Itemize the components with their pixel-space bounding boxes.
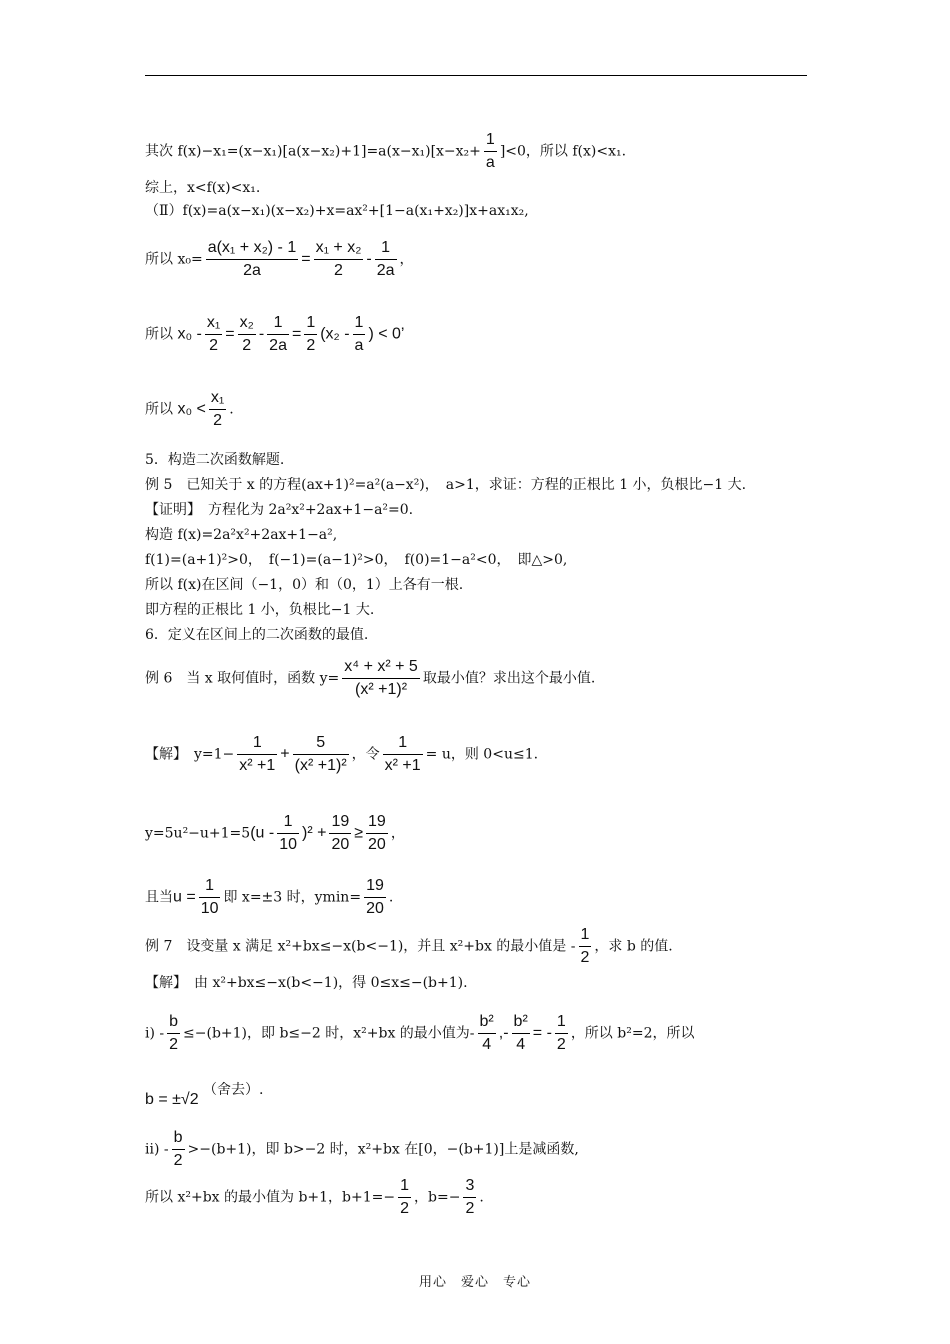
text-line — [145, 130, 626, 173]
fraction: $\frac{19}{20}$ — [331, 813, 350, 853]
fraction: $\frac{\text{a(x₁ + x₂) - 1}}{2a}$ — [207, 239, 297, 279]
fraction: $\frac{1}{\text{x² +1}}$ — [384, 734, 421, 774]
fraction: $\frac{\text{x₁ + x₂}}{2}$ — [315, 239, 362, 279]
fraction: $\frac{1}{a}$ — [485, 131, 495, 171]
fraction: $\frac{b}{2}$ — [169, 1013, 179, 1053]
equation-line: 所以 x₀ < $\frac{\text{x₁}}{2}$ . — [145, 389, 234, 429]
text: ]<0，所以 f(x)<x₁. — [499, 143, 627, 160]
fraction: $\frac{\text{x₁}}{2}$ — [206, 314, 221, 354]
text-line: 即方程的正根比 1 小，负根比−1 大. — [145, 602, 375, 618]
fraction: $\frac{\text{x₂}}{2}$ — [239, 314, 254, 354]
equation-line: 所以 x₀ - $\frac{\text{x₁}}{2}$ = $\frac{\text{x₂}}{2}$ - $\frac{1}{2a}$ = $\frac{1}{2}$ (x₂ - $\frac{1}{a}$ ) < 0’ — [145, 314, 405, 354]
fraction: $\frac{1}{2a}$ — [376, 239, 395, 279]
equation-line: ⅰ) - $\frac{b}{2}$ ≤−(b+1)，即 b≤−2 时，x²+bx 的最小值为- $\frac{\text{b²}}{4}$ ,- $\frac{\text{b²}}{4}$ = - $\frac{1}{2}$ ，所以 b²=2，所以 — [145, 1013, 695, 1053]
text: 所以 x₀= — [145, 251, 203, 268]
text-line: 例 5 已知关于 x 的方程(ax+1)²=a²(a−x²)， a>1，求证：方程的正根比 1 小，负根比−1 大. — [145, 477, 747, 493]
fraction: $\frac{\text{x₁}}{2}$ — [210, 389, 225, 429]
equation-line: 【解】 y=1− $\frac{1}{\text{x² +1}}$ + $\frac{5}{\text{(x² +1)²}}$ ，令 $\frac{1}{\text{x² +1}}$ = u，则 0<u≤1. — [145, 734, 539, 774]
text: 所以 — [145, 326, 173, 343]
fraction: $\frac{b}{2}$ — [173, 1129, 183, 1169]
equation-line: y=5u²−u+1=5(u - $\frac{1}{10}$ )² + $\frac{19}{20}$ ≥ $\frac{19}{20}$ ， — [145, 813, 405, 853]
text: （Ⅱ）f(x)=a(x−x₁)(x−x₂)+x=ax²+[1−a(x₁+x₂)]x+ax₁x₂, — [145, 203, 529, 219]
fraction: $\frac{\text{b²}}{4}$ — [513, 1013, 528, 1053]
text-line: f(1)=(a+1)²>0， f(−1)=(a−1)²>0， f(0)=1−a²<0， 即△>0, — [145, 552, 568, 568]
text-line: 【解】 由 x²+bx≤−x(b<−1)，得 0≤x≤−(b+1). — [145, 975, 468, 991]
text: 所以 — [145, 401, 173, 418]
equation-line: 例 6 当 x 取何值时，函数 y= $\frac{\text{x⁴ + x² + 5}}{\text{(x² +1)²}}$ 取最小值？求出这个最小值. — [145, 658, 596, 698]
fraction: $\frac{5}{\text{(x² +1)²}}$ — [294, 734, 347, 774]
fraction: $\frac{1}{2}$ — [580, 926, 590, 966]
fraction: $\frac{1}{2}$ — [400, 1177, 410, 1217]
text: 其次 f(x)−x₁=(x−x₁)[a(x−x₂)+1]=a(x−x₁)[x−x₂+ — [145, 143, 481, 160]
equation-line: 例 7 设变量 x 满足 x²+bx≤−x(b<−1)，并且 x²+bx 的最小值是 - $\frac{1}{2}$ ，求 b 的值. — [145, 926, 673, 966]
header-rule — [145, 75, 807, 76]
fraction: $\frac{1}{a}$ — [354, 314, 364, 354]
section-heading: 6．定义在区间上的二次函数的最值. — [145, 627, 369, 643]
text-line — [145, 178, 260, 198]
fraction: $\frac{1}{10}$ — [200, 877, 219, 917]
equation-line: b = ±√2 （舍去）. — [145, 1082, 264, 1108]
page-footer: 用心 爱心 专心 — [418, 1275, 531, 1290]
equation-line: ⅱ) - $\frac{b}{2}$ >−(b+1)，即 b>−2 时，x²+bx 在[0，−(b+1)]上是减函数, — [145, 1129, 579, 1169]
fraction: $\frac{1}{\text{x² +1}}$ — [239, 734, 276, 774]
text: 综上，x<f(x)<x₁. — [145, 180, 261, 196]
fraction: $\frac{\text{b²}}{4}$ — [479, 1013, 494, 1053]
fraction: $\frac{19}{20}$ — [366, 877, 384, 917]
fraction: $\frac{1}{2}$ — [556, 1013, 566, 1053]
text-line: 【证明】 方程化为 2a²x²+2ax+1−a²=0. — [145, 502, 414, 518]
fraction: $\frac{3}{2}$ — [465, 1177, 475, 1217]
fraction: $\frac{1}{2a}$ — [269, 314, 287, 354]
equation-line: 所以 x²+bx 的最小值为 b+1，b+1=− $\frac{1}{2}$ ，b=− $\frac{3}{2}$ . — [145, 1177, 484, 1217]
fraction: $\frac{19}{20}$ — [368, 813, 386, 853]
text-line: 构造 f(x)=2a²x²+2ax+1−a², — [145, 527, 338, 543]
fraction: $\frac{\text{x⁴ + x² + 5}}{\text{(x² +1)²}}$ — [344, 658, 418, 698]
fraction: $\frac{1}{10}$ — [279, 813, 297, 853]
text-line — [145, 201, 529, 221]
fraction: $\frac{1}{2}$ — [306, 314, 316, 354]
section-heading: 5．构造二次函数解题. — [145, 452, 285, 468]
equation-line: 所以 x₀= $\frac{\text{a(x₁ + x₂) - 1}}{2a}$ = $\frac{\text{x₁ + x₂}}{2}$ - $\frac{1}{2a}$ ， — [145, 239, 414, 279]
equation-line: 且当u = $\frac{1}{10}$ 即 x=±3 时，ymin= $\frac{19}{20}$ . — [145, 877, 394, 917]
text-line: 所以 f(x)在区间（−1，0）和（0，1）上各有一根. — [145, 577, 464, 593]
